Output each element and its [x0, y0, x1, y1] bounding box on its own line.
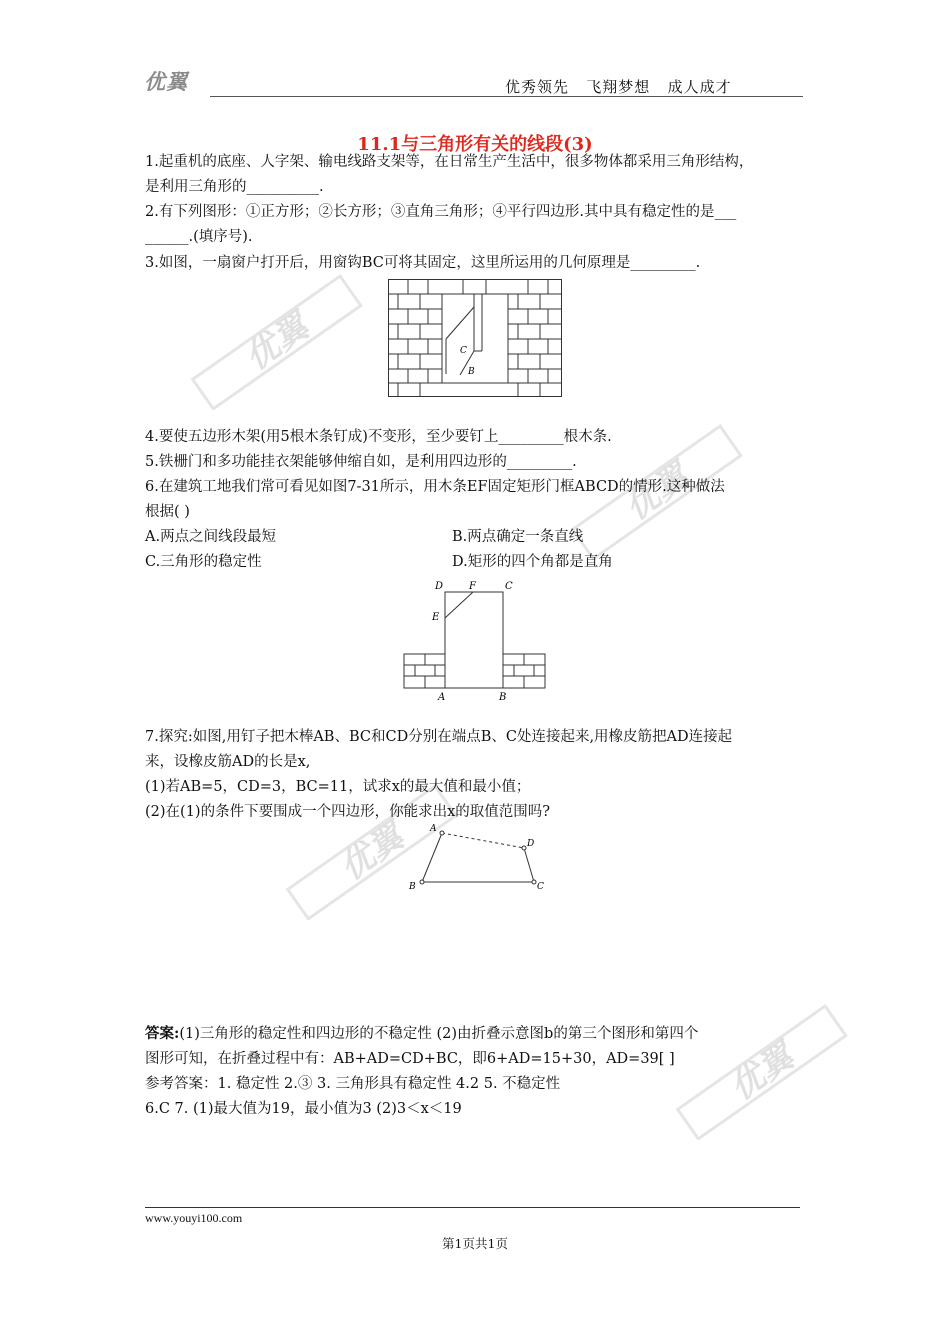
q6-line-1: 6.在建筑工地我们常可看见如图7-31所示，用木条EF固定矩形门框ABCD的情形.这种做法 — [145, 479, 725, 495]
quad-label-a: A — [430, 824, 437, 834]
page-title: 11.1与三角形有关的线段(3) — [357, 134, 593, 155]
q2-line-2: ______.(填序号). — [145, 229, 253, 245]
q6-option-c: C.三角形的稳定性 — [145, 554, 262, 570]
door-label-f: F — [469, 581, 476, 592]
logo: 优翼 — [144, 70, 188, 94]
answer-line-1 — [145, 1024, 698, 1044]
q6-option-b: B.两点确定一条直线 — [452, 529, 584, 545]
q5-line: 5.铁栅门和多功能挂衣架能够伸缩自如，是利用四边形的_________. — [145, 454, 577, 470]
window-label-b: B — [468, 367, 475, 377]
footer-rule — [145, 1207, 800, 1208]
q6-line-2: 根据( ) — [145, 504, 190, 520]
door-label-a: A — [438, 692, 446, 701]
quad-label-b: B — [409, 882, 416, 892]
door-label-c: C — [505, 581, 513, 592]
q7-line-2: 来，设橡皮筋AD的长是x, — [145, 754, 311, 770]
quadrilateral-figure — [404, 820, 554, 895]
q1-line-2: 是利用三角形的__________. — [145, 179, 324, 195]
left-wall — [388, 279, 442, 397]
footer-site: www.youyi100.com — [145, 1211, 243, 1225]
window-figure — [388, 279, 563, 398]
q7-line-3: (1)若AB=5，CD=3，BC=11，试求x的最大值和最小值； — [145, 779, 531, 795]
watermark-1 — [175, 270, 375, 414]
answer-line-2: 图形可知，在折叠过程中有：AB+AD=CD+BC，即6+AD=15+30，AD=39[ ] — [145, 1051, 675, 1067]
q3-line: 3.如图，一扇窗户打开后，用窗钩BC可将其固定，这里所运用的几何原理是_________. — [145, 255, 701, 271]
quad-label-c: C — [537, 882, 544, 892]
answer-text-1: (1)三角形的稳定性和四边形的不稳定性 (2)由折叠示意图b的第三个图形和第四个 — [179, 1026, 699, 1042]
q6-option-a: A.两点之间线段最短 — [145, 529, 277, 545]
header-rule — [210, 96, 803, 97]
door-frame-figure — [400, 576, 550, 701]
answer-line-4: 6.C 7. (1)最大值为19，最小值为3 (2)3＜x＜19 — [145, 1101, 462, 1117]
watermark-text: 优翼 — [617, 456, 697, 529]
watermark-graphic — [175, 270, 375, 410]
watermark-graphic — [660, 1000, 860, 1140]
answer-line-3: 参考答案：1. 稳定性 2.③ 3. 三角形具有稳定性 4.2 5. 不稳定性 — [145, 1076, 561, 1092]
q7-line-4: (2)在(1)的条件下要围成一个四边形，你能求出x的取值范围吗? — [145, 804, 551, 820]
watermark-4 — [660, 1000, 860, 1144]
door-label-d: D — [435, 581, 444, 592]
answer-label: 答案: — [145, 1025, 180, 1042]
quad-label-d: D — [527, 839, 535, 849]
right-wall — [508, 279, 562, 397]
watermark-text: 优翼 — [722, 1036, 802, 1109]
q7-line-1: 7.探究:如图,用钉子把木棒AB、BC和CD分别在端点B、C处连接起来,用橡皮筋把AD连接起 — [145, 729, 733, 745]
q6-option-d: D.矩形的四个角都是直角 — [452, 554, 613, 570]
q2-line-1: 2.有下列图形：①正方形；②长方形；③直角三角形；④平行四边形.其中具有稳定性的是___ — [145, 204, 737, 220]
q1-line-1: 1.起重机的底座、人字架、输电线路支架等，在日常生产生活中，很多物体都采用三角形结构， — [145, 154, 754, 170]
door-label-e: E — [432, 612, 440, 623]
window-label-c: C — [460, 346, 467, 356]
q4-line: 4.要使五边形木架(用5根木条钉成)不变形，至少要钉上_________根木条. — [145, 429, 612, 445]
header-motto: 优秀领先 飞翔梦想 成人成才 — [505, 78, 732, 96]
door-label-b: B — [499, 692, 507, 701]
watermark-text: 优翼 — [237, 306, 317, 379]
page-number: 第1页共1页 — [442, 1236, 508, 1251]
watermark-text: 优翼 — [332, 816, 412, 889]
